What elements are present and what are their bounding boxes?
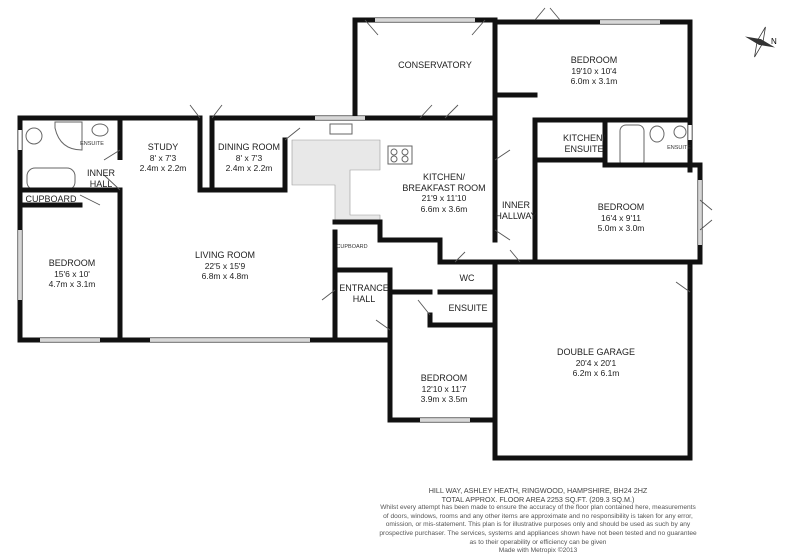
label-cupboard-small: CUPBOARD <box>336 244 368 250</box>
bath-right <box>620 125 644 167</box>
shower-left <box>55 122 82 150</box>
label-inner-hall: INNER HALL <box>86 168 116 189</box>
kitchen-worktop <box>292 140 380 222</box>
basin-right <box>650 126 664 142</box>
compass-icon <box>740 22 780 62</box>
footer-total-area: TOTAL APPROX. FLOOR AREA 2253 SQ.FT. (209.3 SQ.M.) <box>441 494 635 504</box>
label-conservatory: CONSERVATORY <box>398 60 472 70</box>
footer <box>328 487 748 556</box>
label-bedroom-right: BEDROOM 16'4 x 9'11 5.0m x 3.0m <box>597 202 645 233</box>
footer-disclaimer-1: Whilst every attempt has been made to ensure the accuracy of the floor plan contained here, measurements <box>380 504 696 512</box>
label-dining-room: DINING ROOM 8' x 7'3 2.4m x 2.2m <box>218 142 280 173</box>
label-study: STUDY 8' x 7'3 2.4m x 2.2m <box>139 142 187 173</box>
label-bedroom-bottom: BEDROOM 12'10 x 11'7 3.9m x 3.5m <box>420 373 468 404</box>
footer-disclaimer-5: as to their operability or efficiency can be given <box>469 538 607 546</box>
footer-disclaimer-4: prospective purchaser. The services, systems and appliances shown have not been tested and no guarantee <box>379 529 697 537</box>
footer-address: HILL WAY, ASHLEY HEATH, RINGWOOD, HAMPSHIRE, BH24 2HZ <box>428 486 648 495</box>
label-double-garage: DOUBLE GARAGE 20'4 x 20'1 6.2m x 6.1m <box>556 347 636 378</box>
kitchen-sink <box>330 124 352 134</box>
label-bedroom-top: BEDROOM 19'10 x 10'4 6.0m x 3.1m <box>570 55 618 86</box>
label-inner-hallway: INNER HALLWAY <box>495 200 537 221</box>
footer-disclaimer-3: omission, or mis-statement. This plan is for illustrative purposes only and should be used as such by any <box>385 521 691 529</box>
label-living-room: LIVING ROOM 22'5 x 15'9 6.8m x 4.8m <box>194 250 256 281</box>
label-ensuite-mid: ENSUITE <box>448 303 488 313</box>
label-bedroom-left: BEDROOM 15'6 x 10' 4.7m x 3.1m <box>48 258 96 289</box>
label-cupboard-left: CUPBOARD <box>25 194 77 204</box>
bath-left <box>27 168 75 190</box>
toilet-right <box>674 126 686 138</box>
label-kitchen-ensuite: KITCHEN/ ENSUITE <box>562 133 606 154</box>
footer-disclaimer-2: of doors, windows, rooms and any other items are approximate and no responsibility is taken for any error, <box>383 512 693 520</box>
footer-credit: Made with Metropix ©2013 <box>498 547 578 555</box>
toilet-left <box>26 128 42 144</box>
label-entrance-hall: ENTRANCE HALL <box>339 283 389 304</box>
label-ensuite-left: ENSUITE <box>80 141 104 147</box>
compass-label: N <box>771 37 777 46</box>
label-ensuite-right: ENSUITE <box>667 145 691 151</box>
label-wc: WC <box>459 273 475 283</box>
label-kitchen-breakfast: KITCHEN/ BREAKFAST ROOM 21'9 x 11'10 6.6m x 3.6m <box>402 172 486 214</box>
basin-left <box>92 124 108 136</box>
